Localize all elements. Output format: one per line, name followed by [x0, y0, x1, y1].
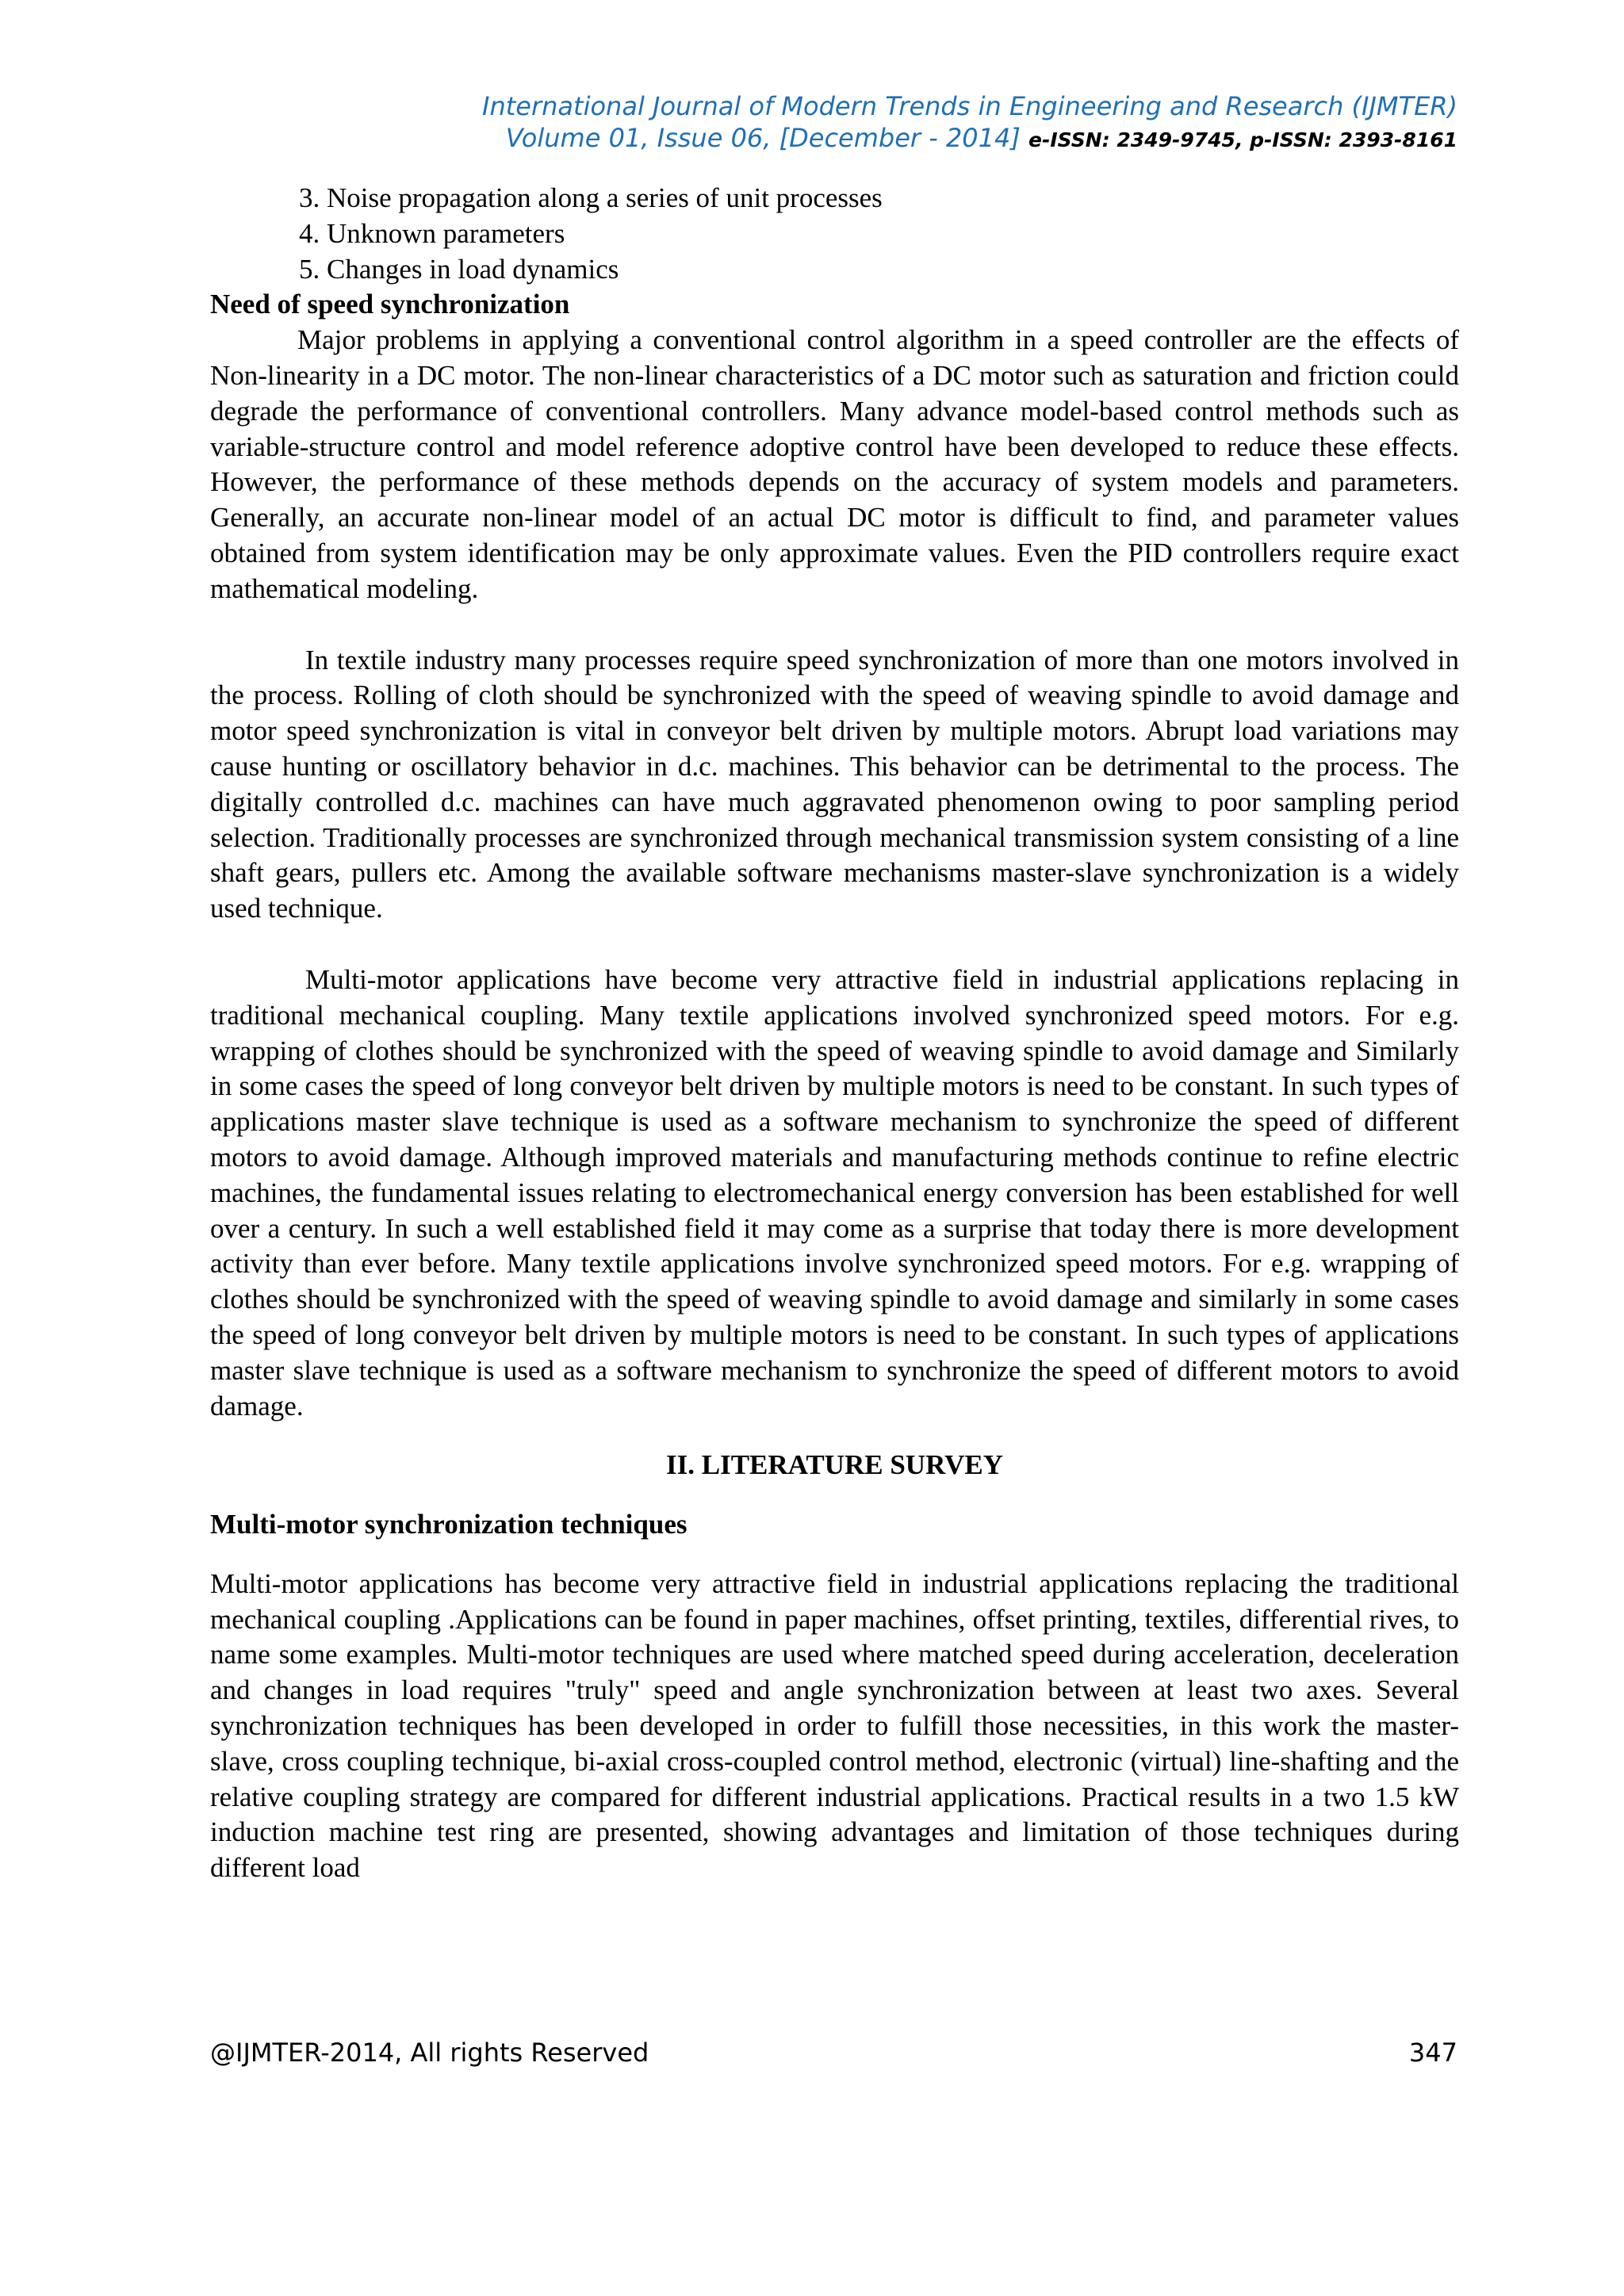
- journal-volume-line: [482, 122, 1457, 156]
- page-number: 347: [1408, 2038, 1457, 2068]
- main-content: [210, 181, 1459, 1886]
- paragraph: Major problems in applying a conventional control algorithm in a speed controller are the effects of Non-linearity in a DC motor. The non-linear characteristics of a DC motor such as saturation and friction could degrade the performance of conventional controllers. Many advance model-based control methods such as variable-structure control and model reference adoptive control have been developed to reduce these effects. However, the performance of these methods depends on the accuracy of system models and parameters. Generally, an accurate non-linear model of an actual DC motor is difficult to find, and parameter values obtained from system identification may be only approximate values. Even the PID controllers require exact mathematical modeling.: [210, 324, 1459, 604]
- list-item: 4. Unknown parameters: [299, 217, 565, 249]
- paragraph: Multi-motor applications have become very attractive field in industrial applications replacing in traditional mechanical coupling. Many textile applications involved synchronized speed motors. For e.g. wrapping of clothes should be synchronized with the speed of weaving spindle to avoid damage and Similarly in some cases the speed of long conveyor belt driven by multiple motors is need to be constant. In such types of applications master slave technique is used as a software mechanism to synchronize the speed of different motors to avoid damage. Although improved materials and manufacturing methods continue to refine electric machines, the fundamental issues relating to electromechanical energy conversion has been established for well over a century. In such a well established field it may come as a surprise that today there is more development activity than ever before. Many textile applications involve synchronized speed motors. For e.g. wrapping of clothes should be synchronized with the speed of weaving spindle to avoid damage and similarly in some cases the speed of long conveyor belt driven by multiple motors is need to be constant. In such types of applications master slave technique is used as a software mechanism to synchronize the speed of different motors to avoid damage.: [210, 963, 1459, 1422]
- journal-header: [482, 90, 1457, 156]
- section-heading-literature: II. LITERATURE SURVEY: [665, 1449, 1004, 1481]
- footer-copyright: @IJMTER-2014, All rights Reserved: [210, 2038, 649, 2068]
- section-heading-need: Need of speed synchronization: [210, 289, 570, 320]
- journal-title: International Journal of Modern Trends in Engineering and Research (IJMTER): [482, 91, 1457, 121]
- list-item: 3. Noise propagation along a series of unit processes: [299, 182, 883, 213]
- paragraph: Multi-motor applications has become very attractive field in industrial applications replacing the traditional mechanical coupling .Applications can be found in paper machines, offset printing, textiles, differential rives, to name some examples. Multi-motor techniques are used where matched speed during acceleration, deceleration and changes in load requires "truly" speed and angle synchronization between at least two axes. Several synchronization techniques has been developed in order to fulfill those necessities, in this work the master-slave, cross coupling technique, bi-axial cross-coupled control method, electronic (virtual) line-shafting and the relative coupling strategy are compared for different industrial applications. Practical results in a two 1.5 kW induction machine test ring are presented, showing advantages and limitation of those techniques during different load: [210, 1567, 1459, 1884]
- subsection-heading: Multi-motor synchronization techniques: [210, 1509, 688, 1540]
- journal-issn: e-ISSN: 2349-9745, p-ISSN: 2393-8161: [1028, 128, 1457, 151]
- list-item: 5. Changes in load dynamics: [299, 253, 619, 285]
- journal-volume: Volume 01, Issue 06, [December - 2014]: [505, 123, 1021, 153]
- paragraph: In textile industry many processes require speed synchronization of more than one motors involved in the process. Rolling of cloth should be synchronized with the speed of weaving spindle to avoid damage and motor speed synchronization is vital in conveyor belt driven by multiple motors. Abrupt load variations may cause hunting or oscillatory behavior in d.c. machines. This behavior can be detrimental to the process. The digitally controlled d.c. machines can have much aggravated phenomenon owing to poor sampling period selection. Traditionally processes are synchronized through mechanical transmission system consisting of a line shaft gears, pullers etc. Among the available software mechanisms master-slave synchronization is a widely used technique.: [210, 644, 1459, 924]
